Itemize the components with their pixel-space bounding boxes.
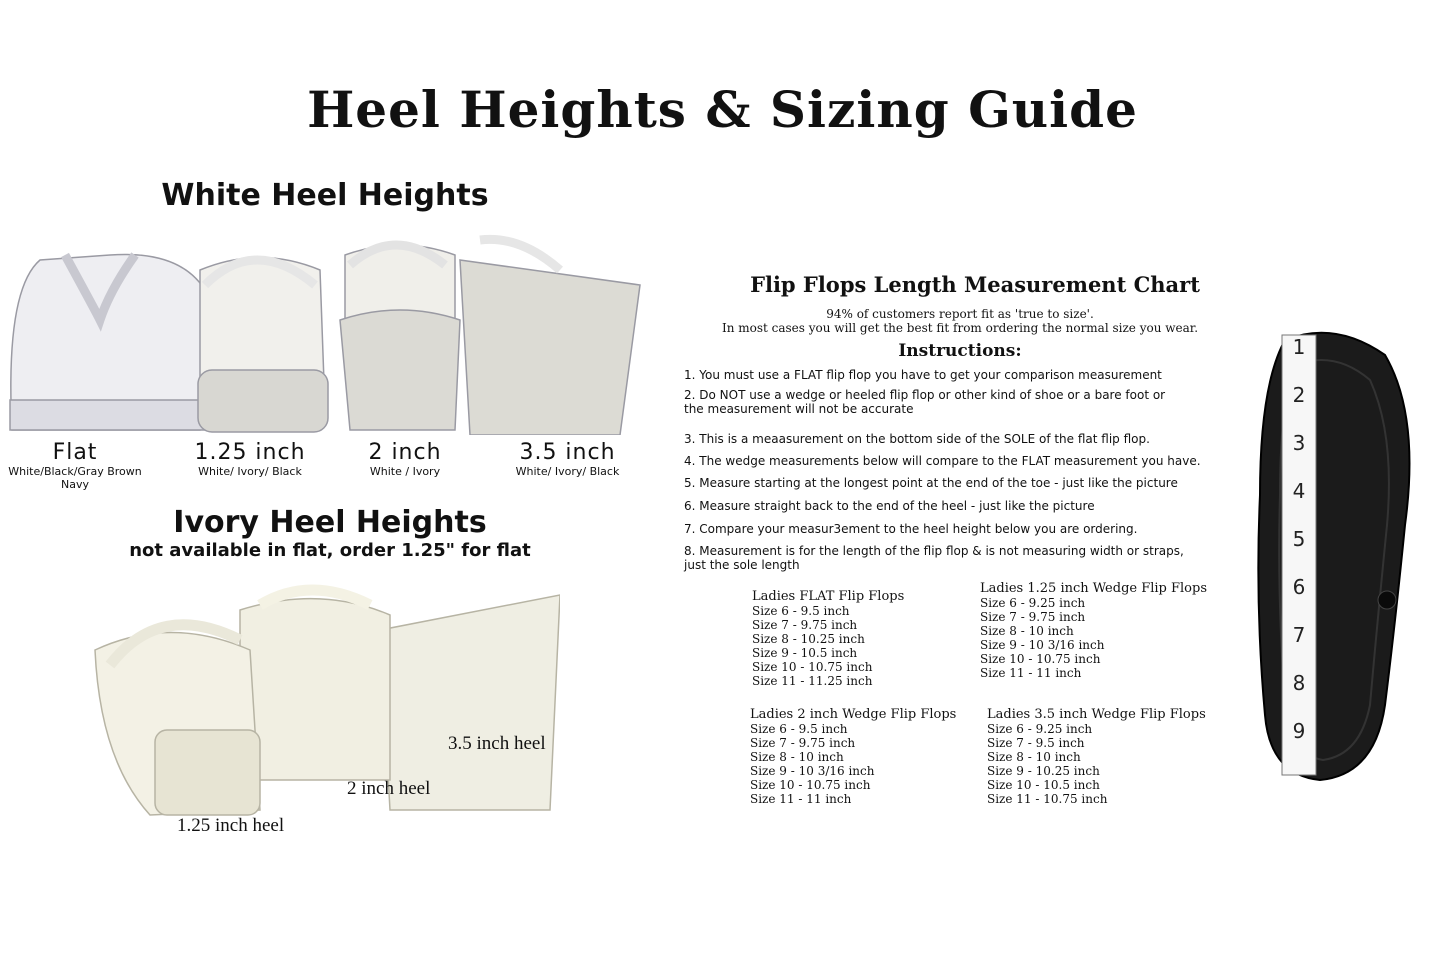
- size-table-heading: Ladies FLAT Flip Flops: [752, 589, 905, 604]
- size-table-1-25: [980, 582, 1207, 680]
- white-sandals-image: [0, 230, 650, 435]
- chart-note: [660, 307, 1260, 335]
- ivory-sandals-image: [90, 580, 560, 820]
- ruler-mark: 9: [1292, 719, 1306, 743]
- size-row: Size 10 - 10.75 inch: [980, 652, 1101, 666]
- size-row: Size 7 - 9.75 inch: [980, 610, 1086, 624]
- size-table-heading: Ladies 2 inch Wedge Flip Flops: [750, 707, 957, 722]
- size-row: Size 8 - 10.25 inch: [752, 632, 865, 646]
- size-row: Size 6 - 9.5 inch: [752, 604, 850, 618]
- label-1-25: 1.25 inch: [194, 440, 306, 465]
- sandal-1-25: [198, 258, 328, 433]
- colors-2: White / Ivory: [369, 465, 441, 478]
- instructions-heading: Instructions:: [898, 341, 1022, 361]
- size-table-3-5: [987, 708, 1206, 806]
- ivory-subheading: not available in flat, order 1.25" for flat: [129, 540, 531, 561]
- ruler-mark: 3: [1292, 431, 1306, 455]
- size-row: Size 6 - 9.25 inch: [980, 596, 1086, 610]
- white-heel-heading: White Heel Heights: [161, 178, 489, 213]
- size-row: Size 7 - 9.75 inch: [750, 736, 856, 750]
- instruction-2b: the measurement will not be accurate: [684, 402, 914, 416]
- size-row: Size 6 - 9.25 inch: [987, 722, 1093, 736]
- ruler-mark: 6: [1292, 575, 1306, 599]
- flat-label-group: [5, 440, 145, 491]
- sandal-2: [340, 245, 460, 430]
- size-table-2: [750, 708, 956, 806]
- size-row: Size 7 - 9.5 inch: [987, 736, 1085, 750]
- size-row: Size 8 - 10 inch: [987, 750, 1081, 764]
- size-row: Size 9 - 10.5 inch: [752, 646, 858, 660]
- label-2-heel: 2 inch heel: [347, 778, 431, 799]
- chart-note-1: 94% of customers report fit as 'true to size'.: [826, 307, 1094, 321]
- sole-measurement-image: [1245, 325, 1425, 785]
- chart-title: Flip Flops Length Measurement Chart: [750, 272, 1200, 297]
- size-row: Size 10 - 10.5 inch: [987, 778, 1100, 792]
- ruler-mark: 5: [1292, 527, 1306, 551]
- label-3-5-heel: 3.5 inch heel: [448, 733, 546, 754]
- size-row: Size 11 - 11 inch: [750, 792, 852, 806]
- instruction-7: 7. Compare your measur3ement to the heel height below you are ordering.: [684, 522, 1138, 536]
- ruler-mark: 1: [1292, 335, 1306, 359]
- size-row: Size 11 - 11.25 inch: [752, 674, 873, 688]
- instruction-5: 5. Measure starting at the longest point at the end of the toe - just like the picture: [684, 476, 1178, 490]
- ruler-mark: 4: [1292, 479, 1306, 503]
- instruction-6: 6. Measure straight back to the end of the heel - just like the picture: [684, 499, 1095, 513]
- flat-colors: White/Black/Gray Brown Navy: [8, 465, 142, 491]
- instructions-list: [684, 368, 1244, 572]
- size-table-flat: [752, 590, 904, 688]
- label-2-group: [345, 440, 465, 478]
- ruler: [1282, 335, 1316, 775]
- colors-1-25: White/ Ivory/ Black: [198, 465, 302, 478]
- size-row: Size 8 - 10 inch: [980, 624, 1074, 638]
- label-3-5-group: [490, 440, 645, 478]
- size-row: Size 10 - 10.75 inch: [750, 778, 871, 792]
- size-table-heading: Ladies 3.5 inch Wedge Flip Flops: [987, 707, 1206, 722]
- flat-label: Flat: [52, 440, 98, 465]
- instruction-2: 2. Do NOT use a wedge or heeled flip flop or other kind of shoe or a bare foot or: [684, 388, 1166, 402]
- size-row: Size 11 - 10.75 inch: [987, 792, 1108, 806]
- size-row: Size 11 - 11 inch: [980, 666, 1082, 680]
- page-title: Heel Heights & Sizing Guide: [307, 80, 1138, 139]
- chart-note-2: In most cases you will get the best fit from ordering the normal size you wear.: [721, 321, 1199, 335]
- sandal-3-5: [460, 239, 640, 435]
- label-1-25-group: [170, 440, 330, 478]
- size-row: Size 10 - 10.75 inch: [752, 660, 873, 674]
- colors-3-5: White/ Ivory/ Black: [515, 465, 620, 478]
- size-row: Size 9 - 10 3/16 inch: [980, 638, 1105, 652]
- label-1-25-heel: 1.25 inch heel: [177, 815, 285, 836]
- ruler-mark: 2: [1292, 383, 1306, 407]
- ivory-heel-heading: Ivory Heel Heights: [173, 505, 487, 540]
- size-row: Size 9 - 10.25 inch: [987, 764, 1100, 778]
- size-table-heading: Ladies 1.25 inch Wedge Flip Flops: [980, 581, 1208, 596]
- flat-sandal: [10, 254, 205, 430]
- instruction-1: 1. You must use a FLAT flip flop you have to get your comparison measurement: [684, 368, 1162, 382]
- size-row: Size 6 - 9.5 inch: [750, 722, 848, 736]
- instruction-4: 4. The wedge measurements below will compare to the FLAT measurement you have.: [684, 454, 1201, 468]
- ruler-mark: 7: [1292, 623, 1306, 647]
- size-row: Size 7 - 9.75 inch: [752, 618, 858, 632]
- instruction-8b: just the sole length: [684, 558, 800, 572]
- size-row: Size 9 - 10 3/16 inch: [750, 764, 875, 778]
- label-2: 2 inch: [368, 440, 442, 465]
- instruction-8: 8. Measurement is for the length of the flip flop & is not measuring width or straps,: [684, 544, 1184, 558]
- size-row: Size 8 - 10 inch: [750, 750, 844, 764]
- ruler-mark: 8: [1292, 671, 1306, 695]
- instruction-3: 3. This is a meaasurement on the bottom side of the SOLE of the flat flip flop.: [684, 432, 1150, 446]
- label-3-5: 3.5 inch: [519, 440, 616, 465]
